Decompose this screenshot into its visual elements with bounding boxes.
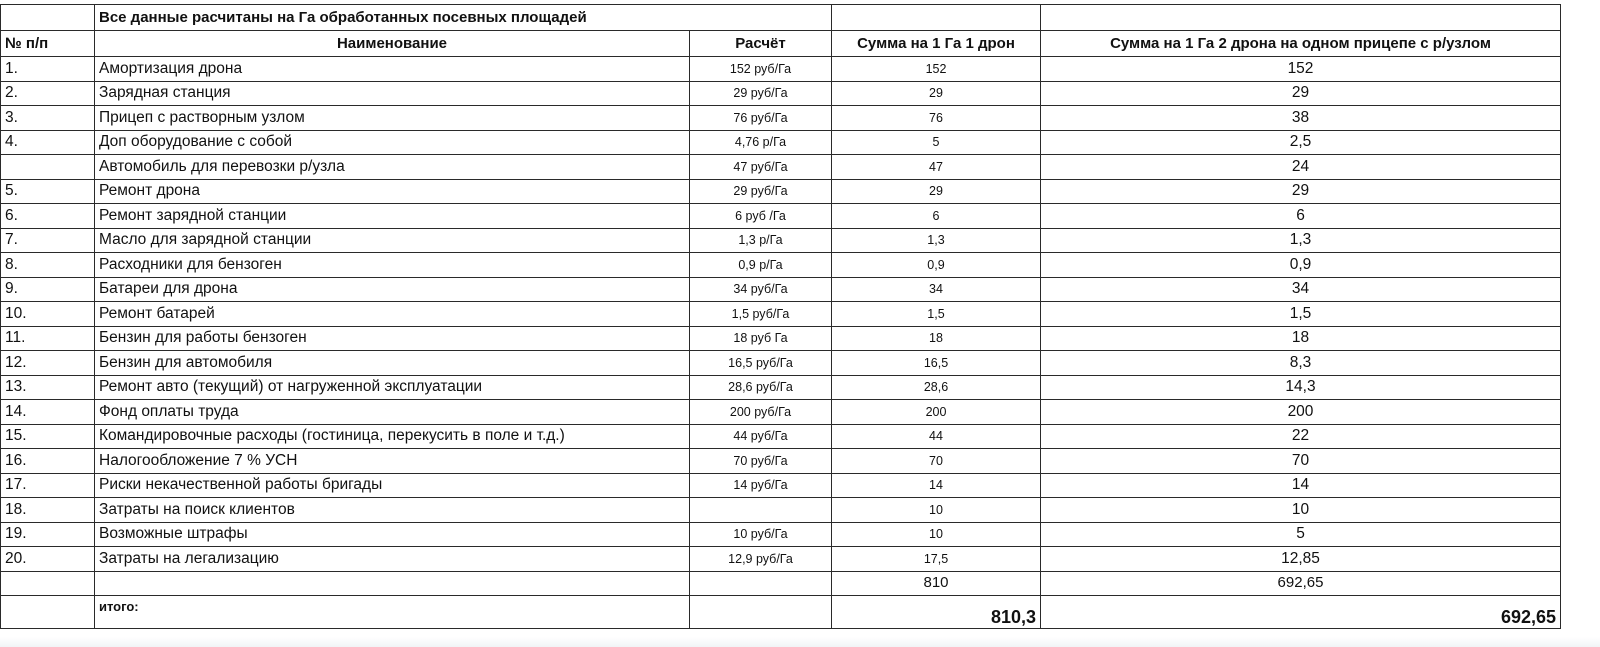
- table-row: [1, 498, 1561, 523]
- row-name[interactable]: Командировочные расходы (гостиница, перекусить в поле и т.д.): [95, 424, 690, 449]
- row-name[interactable]: Ремонт батарей: [95, 302, 690, 327]
- row-calc[interactable]: 18 руб Га: [690, 326, 832, 351]
- row-one-drone[interactable]: 0,9: [832, 253, 1041, 278]
- row-calc[interactable]: 10 руб/Га: [690, 522, 832, 547]
- table-row: [1, 473, 1561, 498]
- row-two-drones[interactable]: 2,5: [1041, 130, 1561, 155]
- row-num[interactable]: 18.: [1, 498, 95, 523]
- row-name[interactable]: Налогообложение 7 % УСН: [95, 449, 690, 474]
- row-calc[interactable]: 34 руб/Га: [690, 277, 832, 302]
- row-name[interactable]: Масло для зарядной станции: [95, 228, 690, 253]
- row-num[interactable]: 16.: [1, 449, 95, 474]
- row-one-drone[interactable]: 14: [832, 473, 1041, 498]
- row-one-drone[interactable]: 200: [832, 400, 1041, 425]
- row-two-drones[interactable]: 22: [1041, 424, 1561, 449]
- row-name[interactable]: Расходники для бензоген: [95, 253, 690, 278]
- row-calc[interactable]: 28,6 руб/Га: [690, 375, 832, 400]
- row-calc[interactable]: 47 руб/Га: [690, 155, 832, 180]
- row-num[interactable]: 8.: [1, 253, 95, 278]
- total-row: [1, 596, 1561, 629]
- table-row: [1, 228, 1561, 253]
- row-name[interactable]: Возможные штрафы: [95, 522, 690, 547]
- table-row: [1, 302, 1561, 327]
- row-two-drones[interactable]: 34: [1041, 277, 1561, 302]
- row-two-drones[interactable]: 14,3: [1041, 375, 1561, 400]
- row-one-drone[interactable]: 34: [832, 277, 1041, 302]
- total-two-drones[interactable]: 692,65: [1041, 596, 1561, 629]
- header-num[interactable]: № п/п: [1, 31, 95, 57]
- row-name[interactable]: Бензин для автомобиля: [95, 351, 690, 376]
- row-two-drones[interactable]: 24: [1041, 155, 1561, 180]
- header-calc[interactable]: Расчёт: [690, 31, 832, 57]
- row-num[interactable]: 13.: [1, 375, 95, 400]
- row-calc[interactable]: 0,9 р/Га: [690, 253, 832, 278]
- row-num[interactable]: [1, 155, 95, 180]
- header-one-drone[interactable]: Сумма на 1 Га 1 дрон: [832, 31, 1041, 57]
- row-num[interactable]: 1.: [1, 57, 95, 82]
- row-calc[interactable]: 70 руб/Га: [690, 449, 832, 474]
- note-text[interactable]: Все данные расчитаны на Га обработанных посевных площадей: [95, 5, 832, 31]
- table-row: [1, 400, 1561, 425]
- table-row: [1, 204, 1561, 229]
- row-one-drone[interactable]: 17,5: [832, 547, 1041, 572]
- note-cell-empty[interactable]: [1041, 5, 1561, 31]
- table-row: [1, 351, 1561, 376]
- row-num[interactable]: 19.: [1, 522, 95, 547]
- row-calc[interactable]: 1,5 руб/Га: [690, 302, 832, 327]
- subtotal-one-drone[interactable]: 810: [832, 571, 1041, 596]
- table-row: [1, 130, 1561, 155]
- row-name[interactable]: Амортизация дрона: [95, 57, 690, 82]
- row-calc[interactable]: 76 руб/Га: [690, 106, 832, 131]
- note-row: [1, 5, 1561, 31]
- row-name[interactable]: Затраты на легализацию: [95, 547, 690, 572]
- row-calc[interactable]: 200 руб/Га: [690, 400, 832, 425]
- row-name[interactable]: Автомобиль для перевозки р/узла: [95, 155, 690, 180]
- row-one-drone[interactable]: 10: [832, 498, 1041, 523]
- row-one-drone[interactable]: 70: [832, 449, 1041, 474]
- table-row: [1, 253, 1561, 278]
- subtotal-empty[interactable]: [1, 571, 95, 596]
- row-two-drones[interactable]: 1,5: [1041, 302, 1561, 327]
- row-name[interactable]: Доп оборудование с собой: [95, 130, 690, 155]
- table-row: [1, 277, 1561, 302]
- row-calc[interactable]: 44 руб/Га: [690, 424, 832, 449]
- row-two-drones[interactable]: 18: [1041, 326, 1561, 351]
- row-calc[interactable]: 16,5 руб/Га: [690, 351, 832, 376]
- table-row: [1, 547, 1561, 572]
- header-name[interactable]: Наименование: [95, 31, 690, 57]
- row-two-drones[interactable]: 152: [1041, 57, 1561, 82]
- total-label[interactable]: итого:: [95, 596, 690, 629]
- row-one-drone[interactable]: 28,6: [832, 375, 1041, 400]
- row-num[interactable]: 7.: [1, 228, 95, 253]
- row-calc[interactable]: [690, 498, 832, 523]
- row-two-drones[interactable]: 0,9: [1041, 253, 1561, 278]
- row-one-drone[interactable]: 5: [832, 130, 1041, 155]
- row-num[interactable]: 2.: [1, 81, 95, 106]
- row-one-drone[interactable]: 18: [832, 326, 1041, 351]
- total-empty[interactable]: [1, 596, 95, 629]
- row-name[interactable]: Ремонт зарядной станции: [95, 204, 690, 229]
- row-num[interactable]: 4.: [1, 130, 95, 155]
- row-num[interactable]: 17.: [1, 473, 95, 498]
- row-two-drones[interactable]: 12,85: [1041, 547, 1561, 572]
- row-calc[interactable]: 14 руб/Га: [690, 473, 832, 498]
- row-calc[interactable]: 29 руб/Га: [690, 81, 832, 106]
- row-num[interactable]: 5.: [1, 179, 95, 204]
- row-one-drone[interactable]: 6: [832, 204, 1041, 229]
- row-calc[interactable]: 6 руб /Га: [690, 204, 832, 229]
- row-name[interactable]: Затраты на поиск клиентов: [95, 498, 690, 523]
- subtotal-two-drones[interactable]: 692,65: [1041, 571, 1561, 596]
- row-one-drone[interactable]: 152: [832, 57, 1041, 82]
- row-two-drones[interactable]: 5: [1041, 522, 1561, 547]
- row-name[interactable]: Зарядная станция: [95, 81, 690, 106]
- table-row: [1, 375, 1561, 400]
- row-one-drone[interactable]: 1,3: [832, 228, 1041, 253]
- table-row: [1, 155, 1561, 180]
- table-row: [1, 522, 1561, 547]
- row-two-drones[interactable]: 38: [1041, 106, 1561, 131]
- row-one-drone[interactable]: 1,5: [832, 302, 1041, 327]
- row-two-drones[interactable]: 8,3: [1041, 351, 1561, 376]
- row-two-drones[interactable]: 1,3: [1041, 228, 1561, 253]
- row-num[interactable]: 6.: [1, 204, 95, 229]
- row-calc[interactable]: 4,76 р/Га: [690, 130, 832, 155]
- row-name[interactable]: Ремонт авто (текущий) от нагруженной эксплуатации: [95, 375, 690, 400]
- note-cell-empty[interactable]: [1, 5, 95, 31]
- row-one-drone[interactable]: 44: [832, 424, 1041, 449]
- row-two-drones[interactable]: 14: [1041, 473, 1561, 498]
- row-name[interactable]: Батареи для дрона: [95, 277, 690, 302]
- row-two-drones[interactable]: 29: [1041, 81, 1561, 106]
- row-name[interactable]: Бензин для работы бензоген: [95, 326, 690, 351]
- row-num[interactable]: 20.: [1, 547, 95, 572]
- row-one-drone[interactable]: 29: [832, 179, 1041, 204]
- row-one-drone[interactable]: 16,5: [832, 351, 1041, 376]
- row-calc[interactable]: 1,3 р/Га: [690, 228, 832, 253]
- row-calc[interactable]: 152 руб/Га: [690, 57, 832, 82]
- row-name[interactable]: Риски некачественной работы бригады: [95, 473, 690, 498]
- row-calc[interactable]: 29 руб/Га: [690, 179, 832, 204]
- subtotal-empty[interactable]: [690, 571, 832, 596]
- table-row: [1, 424, 1561, 449]
- cost-table: [0, 4, 1561, 629]
- table-row: [1, 449, 1561, 474]
- total-empty[interactable]: [690, 596, 832, 629]
- row-one-drone[interactable]: 76: [832, 106, 1041, 131]
- table-row: [1, 179, 1561, 204]
- row-name[interactable]: Прицеп с растворным узлом: [95, 106, 690, 131]
- row-num[interactable]: 3.: [1, 106, 95, 131]
- row-two-drones[interactable]: 10: [1041, 498, 1561, 523]
- row-num[interactable]: 11.: [1, 326, 95, 351]
- table-row: [1, 326, 1561, 351]
- subtotal-row: [1, 571, 1561, 596]
- row-num[interactable]: 9.: [1, 277, 95, 302]
- total-one-drone[interactable]: 810,3: [832, 596, 1041, 629]
- table-row: [1, 106, 1561, 131]
- table-row: [1, 57, 1561, 82]
- row-name[interactable]: Фонд оплаты труда: [95, 400, 690, 425]
- row-num[interactable]: 14.: [1, 400, 95, 425]
- row-calc[interactable]: 12,9 руб/Га: [690, 547, 832, 572]
- row-two-drones[interactable]: 6: [1041, 204, 1561, 229]
- header-two-drones[interactable]: Сумма на 1 Га 2 дрона на одном прицепе с р/узлом: [1041, 31, 1561, 57]
- bottom-fade: [0, 637, 1600, 647]
- table-row: [1, 81, 1561, 106]
- row-num[interactable]: 10.: [1, 302, 95, 327]
- subtotal-empty[interactable]: [95, 571, 690, 596]
- row-one-drone[interactable]: 47: [832, 155, 1041, 180]
- row-name[interactable]: Ремонт дрона: [95, 179, 690, 204]
- row-num[interactable]: 12.: [1, 351, 95, 376]
- row-two-drones[interactable]: 70: [1041, 449, 1561, 474]
- row-two-drones[interactable]: 200: [1041, 400, 1561, 425]
- row-one-drone[interactable]: 29: [832, 81, 1041, 106]
- row-num[interactable]: 15.: [1, 424, 95, 449]
- row-two-drones[interactable]: 29: [1041, 179, 1561, 204]
- header-row: [1, 31, 1561, 57]
- note-cell-empty[interactable]: [832, 5, 1041, 31]
- row-one-drone[interactable]: 10: [832, 522, 1041, 547]
